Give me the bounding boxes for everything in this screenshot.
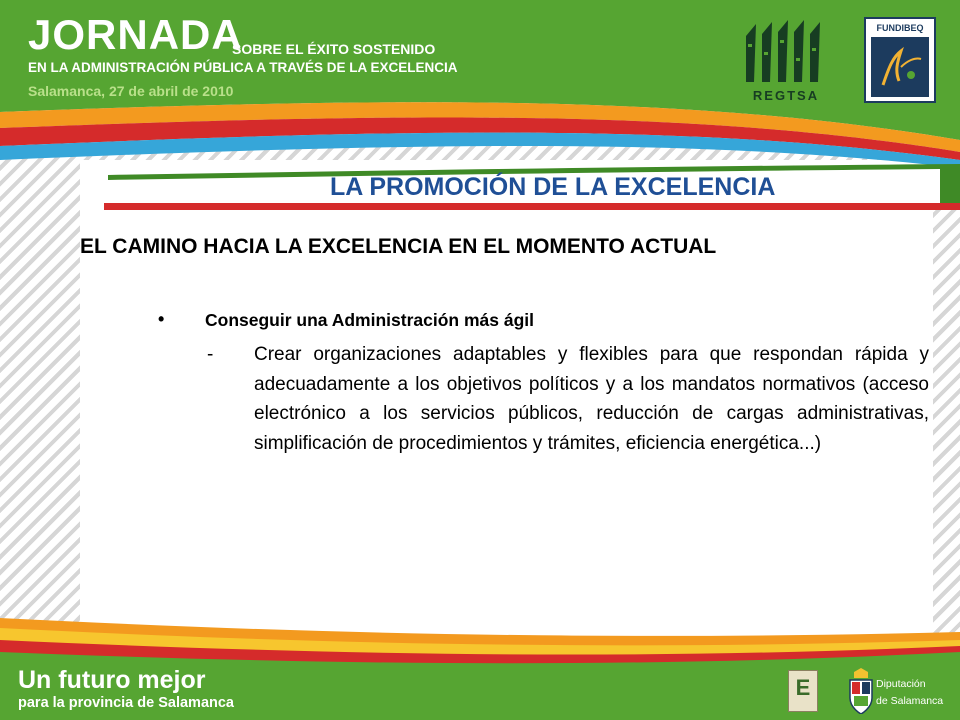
event-title: JORNADA (28, 11, 243, 58)
bullet-marker: • (158, 309, 165, 329)
event-subtitle-line2: EN LA ADMINISTRACIÓN PÚBLICA A TRAVÉS DE LA EXCELENCIA (28, 60, 458, 75)
fundibeq-logo (864, 17, 936, 103)
bullet-item: Conseguir una Administración más ágil (205, 310, 534, 330)
regtsa-label: REGTSA (752, 88, 820, 103)
regtsa-logo (738, 14, 834, 106)
excellence-seal-letter: E (795, 675, 811, 700)
section-title: LA PROMOCIÓN DE LA EXCELENCIA (330, 173, 776, 201)
fundibeq-emblem-icon (871, 37, 929, 97)
fundibeq-label: FUNDIBEQ (876, 23, 924, 33)
footer-tagline-sub: para la provincia de Salamanca (18, 695, 234, 711)
event-subtitle-line1: SOBRE EL ÉXITO SOSTENIDO (232, 41, 436, 57)
event-date: Salamanca, 27 de abril de 2010 (28, 83, 234, 99)
slide-heading: EL CAMINO HACIA LA EXCELENCIA EN EL MOMENTO ACTUAL (80, 235, 717, 258)
diputacion-label-line2: de Salamanca (876, 695, 944, 707)
diputacion-crest-icon (848, 668, 874, 714)
bullet-description: Crear organizaciones adaptables y flexibles para que respondan rápida y adecuadamente a los objetivos políticos y a los mandatos normativos (acceso electrónico a los servicios públicos, reducción de cargas administrativas, simplificación de procedimientos y trámites, eficiencia energética...) (254, 344, 929, 454)
dash-marker: - (207, 344, 214, 365)
footer-tagline: Un futuro mejor (18, 666, 206, 694)
excellence-seal-logo (788, 670, 818, 712)
regtsa-emblem-icon (738, 14, 834, 88)
diputacion-label-line1: Diputación (876, 678, 926, 690)
